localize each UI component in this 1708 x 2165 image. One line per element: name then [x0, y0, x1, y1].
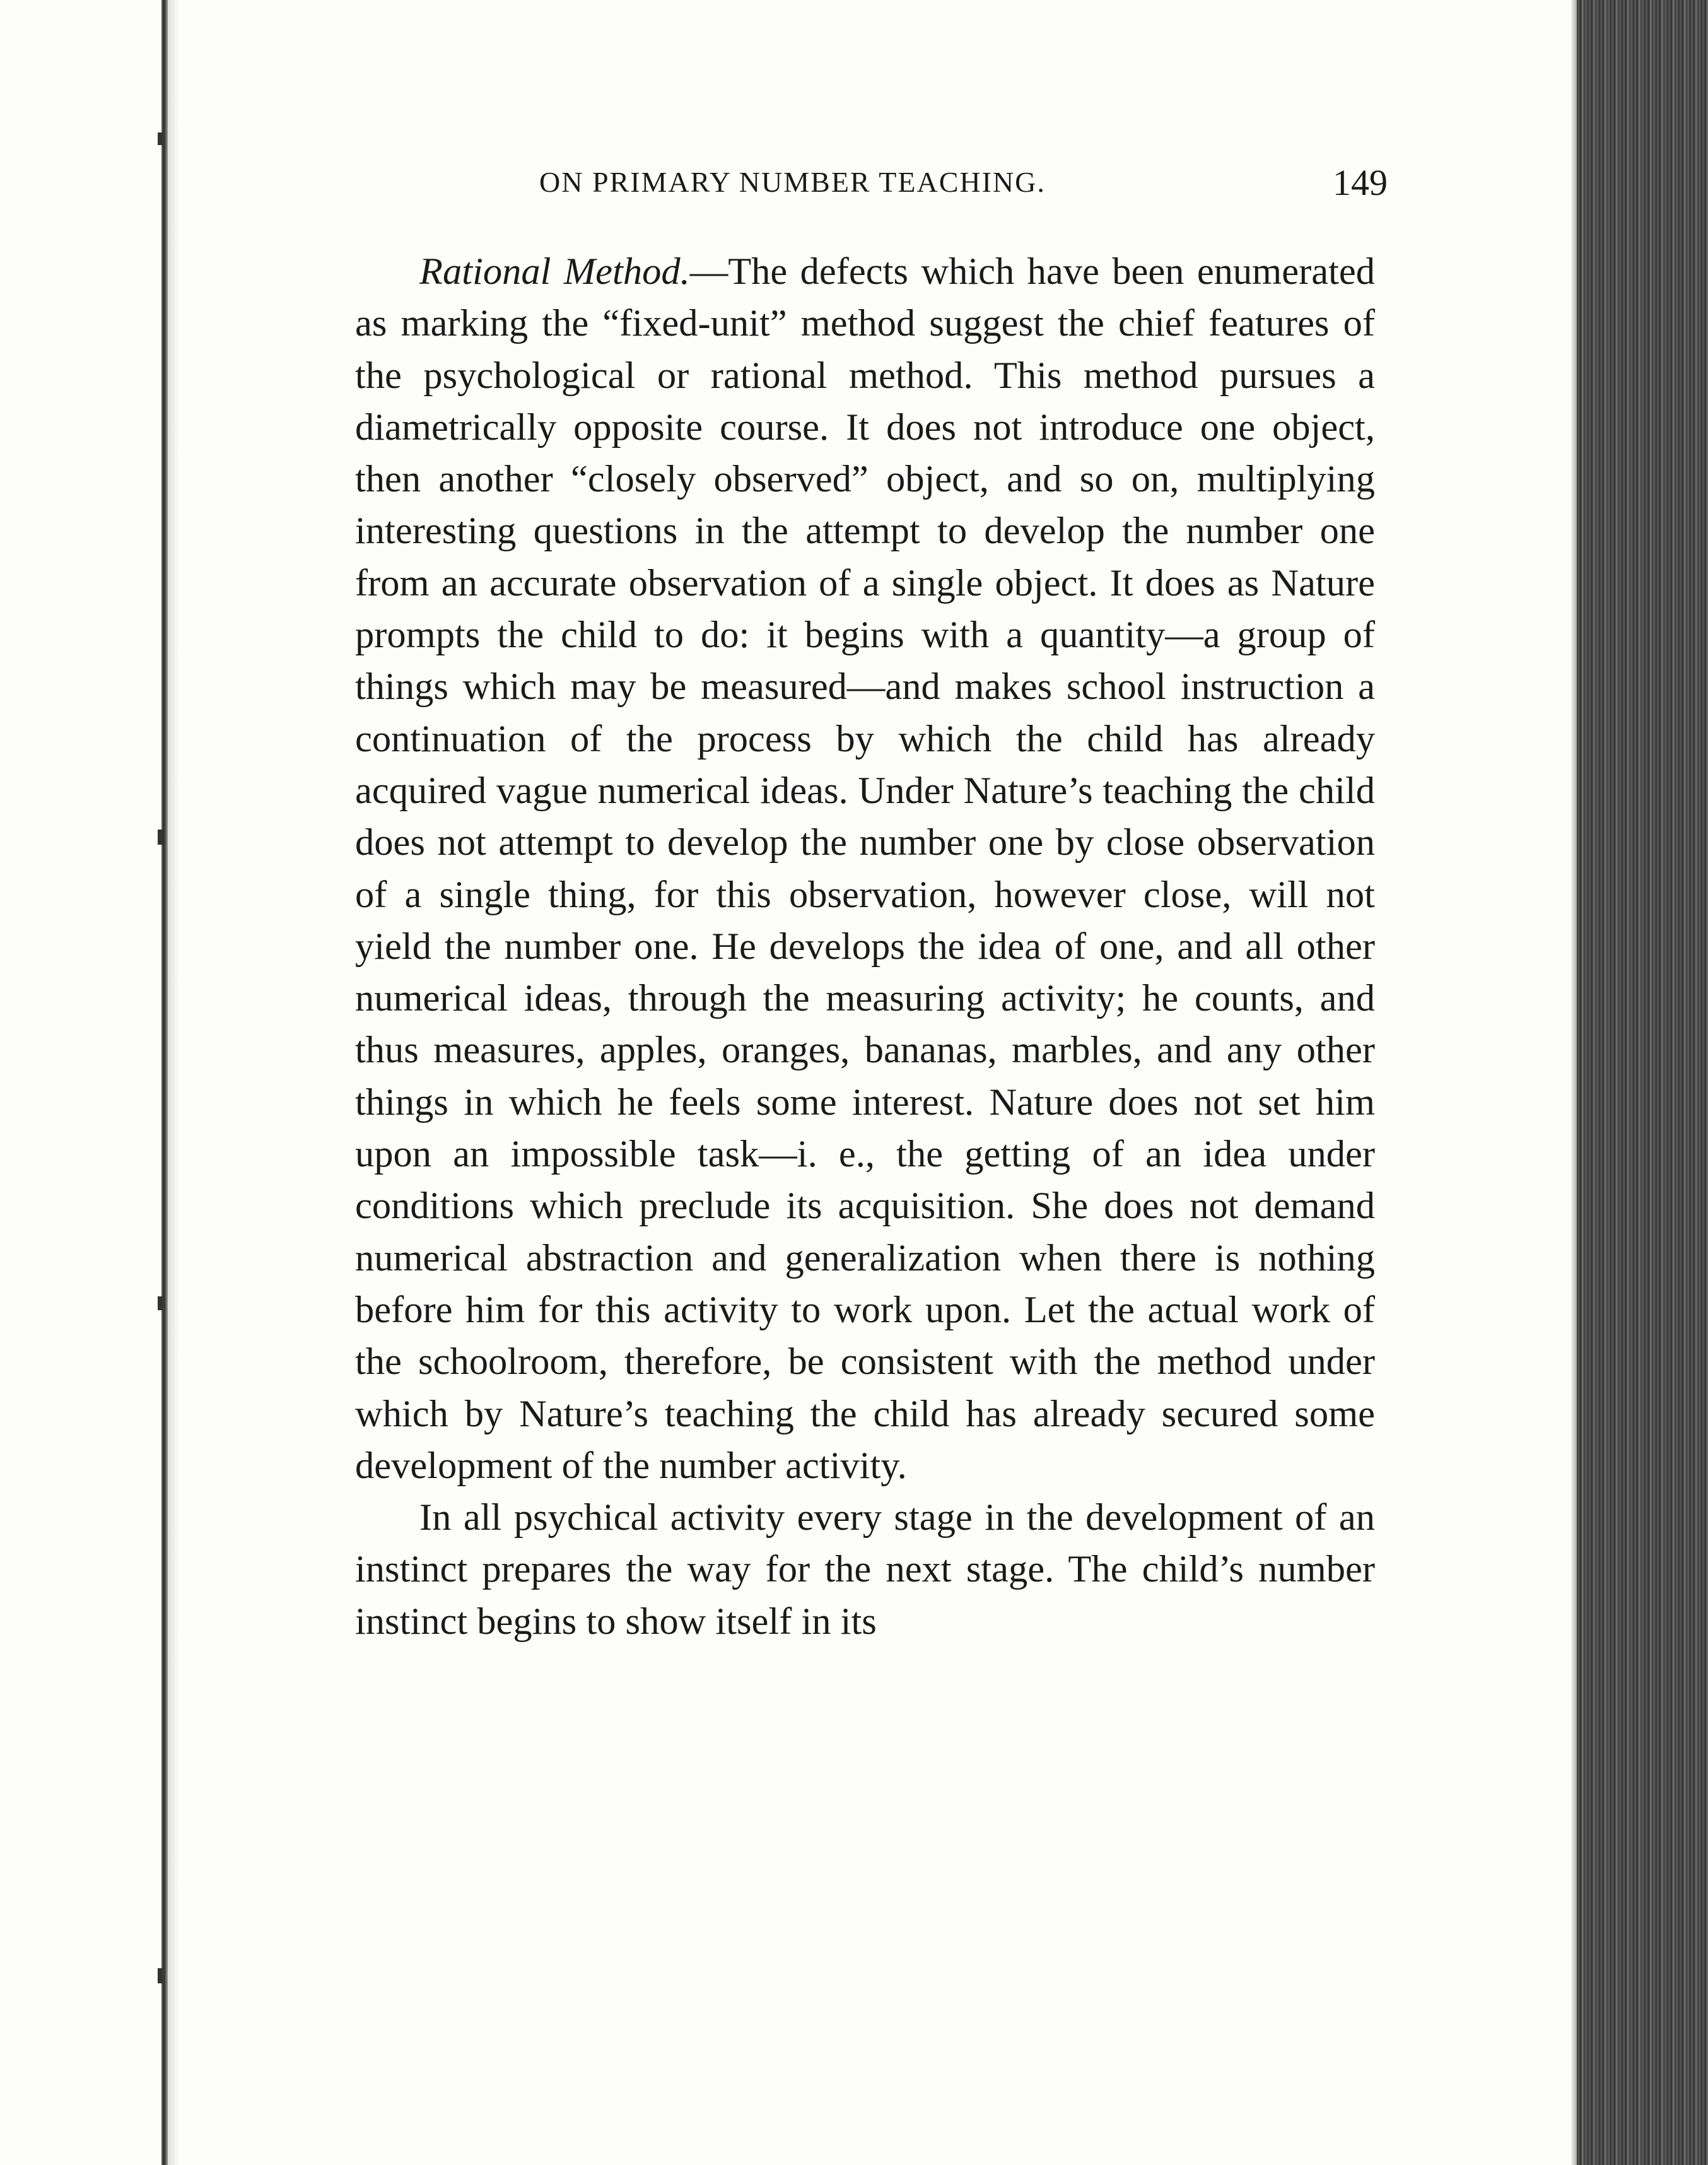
paragraph	[355, 1492, 1375, 1648]
page-number: 149	[1333, 162, 1388, 203]
paragraph	[355, 246, 1375, 1492]
body-text	[355, 246, 1375, 1648]
book-fore-edge	[1577, 0, 1708, 2165]
scan-tick-mark	[158, 830, 164, 845]
scan-tick-mark	[158, 1296, 163, 1310]
scan-tick-mark	[158, 1968, 163, 1983]
running-head: ON PRIMARY NUMBER TEACHING.	[539, 166, 1046, 198]
paragraph-lead: Rational Method.	[419, 250, 690, 293]
gutter-line	[161, 0, 168, 2165]
paragraph-text: —The defects which have been enumerated as marking the “fixed-unit” method suggest the chief features of the psychological or rational method. This method pursues a diametrically opposite course. It does not introduce one object, then another “closely observed” object, and so on, multiplying interesting questions in the attempt to develop the number one from an accurate observation of a single object. It does as Nature prompts the child to do: it begins with a quantity—a group of things which may be measured—and makes school instruction a continuation of the process by which the child has already acquired vague numerical ideas. Under Nature’s teaching the child does not attempt to develop the number one by close observation of a single thing, for this observation, however close, will not yield the number one. He develops the idea of one, and all other numerical ideas, through the measuring activity; he counts, and thus measures, apples, oranges, bananas, marbles, and any other things in which he feels some interest. Nature does not set him upon an impossible task—i. e., the getting of an idea under conditions which preclude its acquisition. She does not demand numerical abstraction and generalization when there is nothing before him for this activity to work upon. Let the actual work of the schoolroom, therefore, be consistent with the method under which by Nature’s teaching the child has already secured some development of the number activity.	[355, 250, 1375, 1487]
scan-tick-mark	[158, 132, 163, 145]
paragraph-text: In all psychical activity every stage in the development of an instinct prepares the way for the next stage. The child’s number instinct begins to show itself in its	[355, 1496, 1375, 1643]
gutter-shadow	[168, 0, 179, 2165]
page-header	[353, 162, 1388, 209]
